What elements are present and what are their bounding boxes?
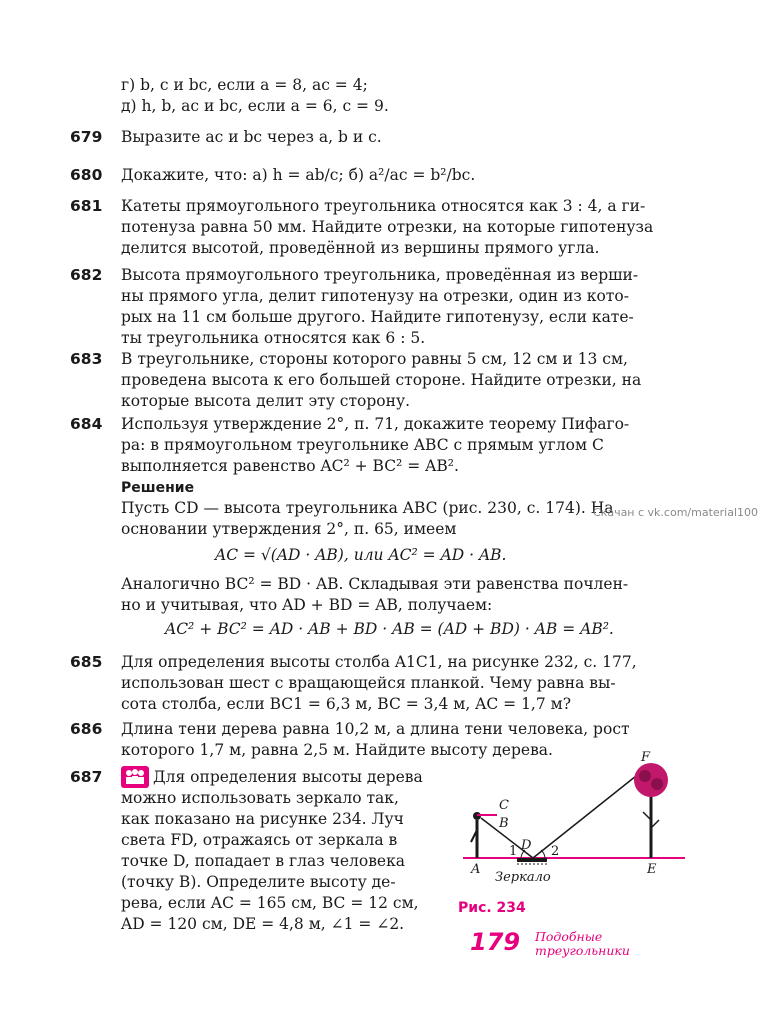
- p684-line-1: Используя утверждение 2°, п. 71, докажите теорему Пифаго-: [121, 415, 630, 433]
- label-f: F: [641, 750, 651, 765]
- p683-line-2: проведена высота к его большей стороне. Найдите отрезки, на: [121, 371, 642, 389]
- solution-title: Решение: [121, 480, 195, 496]
- problem-number-681: 681: [70, 197, 103, 215]
- p684-solution-line-4: но и учитывая, что AD + BD = AB, получаем:: [121, 596, 493, 614]
- problem-number-683: 683: [70, 350, 103, 368]
- p685-line-3: сота столба, если BC1 = 6,3 м, BC = 3,4 м, AC = 1,7 м?: [121, 695, 572, 713]
- p687-line-3: как показано на рисунке 234. Луч: [121, 810, 404, 828]
- figure-caption: Рис. 234: [458, 900, 526, 916]
- problem-number-687: 687: [70, 768, 103, 786]
- label-angle-2: 2: [551, 844, 560, 859]
- problem-number-684: 684: [70, 415, 103, 433]
- p687-line-4: света FD, отражаясь от зеркала в: [121, 831, 398, 849]
- p687-line-1: Для определения высоты дерева: [153, 768, 423, 786]
- p687-line-7: рева, если AC = 165 см, BC = 12 см,: [121, 894, 419, 912]
- label-c: C: [499, 798, 509, 813]
- formula-pythagoras-sum: AC² + BC² = AD · AB + BD · AB = (AD + BD) · AB = AB².: [165, 620, 614, 638]
- label-b: B: [499, 816, 509, 831]
- p685-line-1: Для определения высоты столба A1C1, на рисунке 232, с. 177,: [121, 653, 637, 671]
- p678-line-1: г) b, c и bc, если a = 8, ac = 4;: [121, 76, 368, 94]
- figure-234: [455, 750, 695, 895]
- p681-line-3: делится высотой, проведённой из вершины прямого угла.: [121, 239, 600, 257]
- p682-line-4: ты треугольника относятся как 6 : 5.: [121, 329, 426, 347]
- p685-line-2: использован шест с вращающейся планкой. Чему равна вы-: [121, 674, 616, 692]
- section-title-line-2: треугольники: [535, 943, 630, 958]
- label-angle-1: 1: [509, 844, 518, 859]
- p681-line-1: Катеты прямоугольного треугольника относятся как 3 : 4, а ги-: [121, 197, 646, 215]
- formula-ac-sqrt: AC = √(AD · AB), или AC² = AD · AB.: [215, 546, 507, 564]
- figure-234-drawing: [455, 750, 695, 895]
- p679-text: Выразите ac и bc через a, b и c.: [121, 128, 382, 146]
- p687-line-6: (точку B). Определите высоту де-: [121, 873, 396, 891]
- p683-line-1: В треугольнике, стороны которого равны 5 см, 12 см и 13 см,: [121, 350, 628, 368]
- label-mirror: Зеркало: [495, 870, 551, 885]
- p686-line-1: Длина тени дерева равна 10,2 м, а длина тени человека, рост: [121, 720, 630, 738]
- p681-line-2: потенуза равна 50 мм. Найдите отрезки, на которые гипотенуза: [121, 218, 654, 236]
- p682-line-1: Высота прямоугольного треугольника, проведённая из верши-: [121, 266, 639, 284]
- p684-solution-line-3: Аналогично BC² = BD · AB. Складывая эти равенства почлен-: [121, 575, 629, 593]
- p687-line-8: AD = 120 см, DE = 4,8 м, ∠1 = ∠2.: [121, 915, 405, 933]
- p684-line-2: ра: в прямоугольном треугольнике ABC с прямым углом C: [121, 436, 604, 454]
- section-title-line-1: Подобные: [535, 929, 603, 944]
- problem-number-680: 680: [70, 166, 103, 184]
- p684-line-3: выполняется равенство AC² + BC² = AB².: [121, 457, 459, 475]
- problem-number-685: 685: [70, 653, 103, 671]
- problem-number-682: 682: [70, 266, 103, 284]
- label-e: E: [647, 862, 657, 877]
- p683-line-3: которые высота делит эту сторону.: [121, 392, 411, 410]
- p678-line-2: д) h, b, ac и bc, если a = 6, c = 9.: [121, 97, 389, 115]
- label-d: D: [521, 838, 532, 853]
- watermark: Скачан с vk.com/material100: [593, 506, 759, 519]
- p682-line-2: ны прямого угла, делит гипотенузу на отрезки, один из кото-: [121, 287, 629, 305]
- p680-text: Докажите, что: а) h = ab/c; б) a²/ac = b²/bc.: [121, 166, 476, 184]
- p687-line-5: точке D, попадает в глаз человека: [121, 852, 406, 870]
- p684-solution-line-1: Пусть CD — высота треугольника ABC (рис. 230, с. 174). На: [121, 499, 614, 517]
- group-work-icon: [121, 766, 149, 788]
- p684-solution-line-2: основании утверждения 2°, п. 65, имеем: [121, 520, 457, 538]
- problem-number-686: 686: [70, 720, 103, 738]
- p682-line-3: рых на 11 см больше другого. Найдите гипотенузу, если кате-: [121, 308, 634, 326]
- page-number: 179: [470, 928, 521, 956]
- p686-line-2: которого 1,7 м, равна 2,5 м. Найдите высоту дерева.: [121, 741, 553, 759]
- label-a: A: [471, 862, 481, 877]
- p687-line-2: можно использовать зеркало так,: [121, 789, 399, 807]
- problem-number-679: 679: [70, 128, 103, 146]
